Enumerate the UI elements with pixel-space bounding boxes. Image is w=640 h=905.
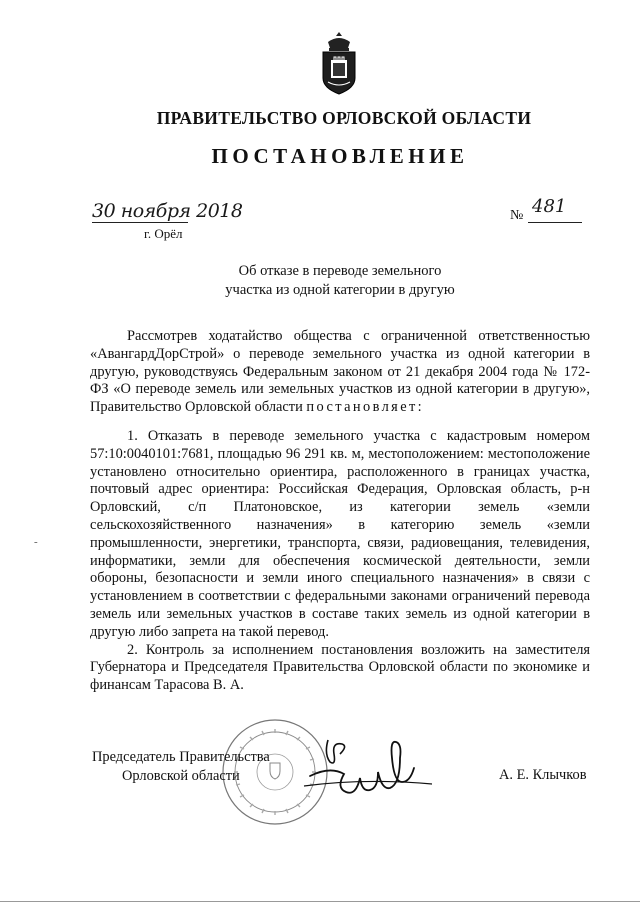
- number-label: №: [510, 208, 524, 223]
- government-title: ПРАВИТЕЛЬСТВО ОРЛОВСКОЙ ОБЛАСТИ: [156, 108, 532, 128]
- handwritten-signature-icon: [300, 728, 440, 804]
- preamble-text: Рассмотрев ходатайство общества с ограниченной ответственностью «АвангардДорСтрой» о переводе земельного участка из одной категории в другую, руководствуясь Федеральным законом от 21 декабря 2004 года № 172-ФЗ «О переводе земель или земельных участков из одной категории в другую», Правительство Орловской области: [90, 328, 590, 416]
- subject-line: участка из одной категории в другую: [225, 282, 455, 298]
- item-paragraph: 2. Контроль за исполнением постановления возложить на заместителя Губернатора и Председателя Правительства Орловской области по экономике и финансам Тарасова В. А.: [90, 641, 590, 694]
- signatory-position: [92, 748, 270, 786]
- preamble-action: постановляет:: [306, 399, 425, 416]
- document-type-title: ПОСТАНОВЛЕНИЕ: [211, 144, 469, 168]
- document-subject: [160, 262, 520, 300]
- signatory-name: А. Е. Клычков: [499, 767, 587, 783]
- margin-mark: -: [34, 536, 38, 548]
- date-underline: [92, 222, 188, 223]
- position-line: Председатель Правительства: [92, 749, 270, 765]
- handwritten-date: 30 ноября 2018: [92, 200, 243, 222]
- position-line: Орловской области: [122, 768, 240, 784]
- handwritten-number: 481: [532, 196, 567, 217]
- document-body: [90, 328, 590, 695]
- subject-line: Об отказе в переводе земельного: [238, 263, 442, 279]
- page-bottom-edge: [0, 901, 640, 902]
- item-paragraph: 1. Отказать в переводе земельного участка с кадастровым номером 57:10:0040101:7681, площадью 96 291 кв. м, местоположением: местоположение установлено относительно ориентира, расположенного в границах участка, почтовый адрес ориентира: Российская Федерация, Орловская область, р-н Орловский, с/п Платоновское, из категории земель «земли сельскохозяйственного назначения» в категорию земель «земли промышленности, энергетики, транспорта, связи, радиовещания, телевидения, информатики, земли для обеспечения космической деятельности, земли обороны, безопасности и земли иного специального назначения» в связи с установлением в соответствии с федеральными законами ограничений перевода земель или земельных участков в составе таких земель из одной категории в другую либо запрета на такой перевод.: [90, 427, 590, 640]
- preamble-paragraph: [90, 328, 590, 417]
- number-underline: [528, 222, 582, 223]
- city-label: г. Орёл: [144, 226, 183, 241]
- coat-of-arms-icon: [316, 30, 362, 96]
